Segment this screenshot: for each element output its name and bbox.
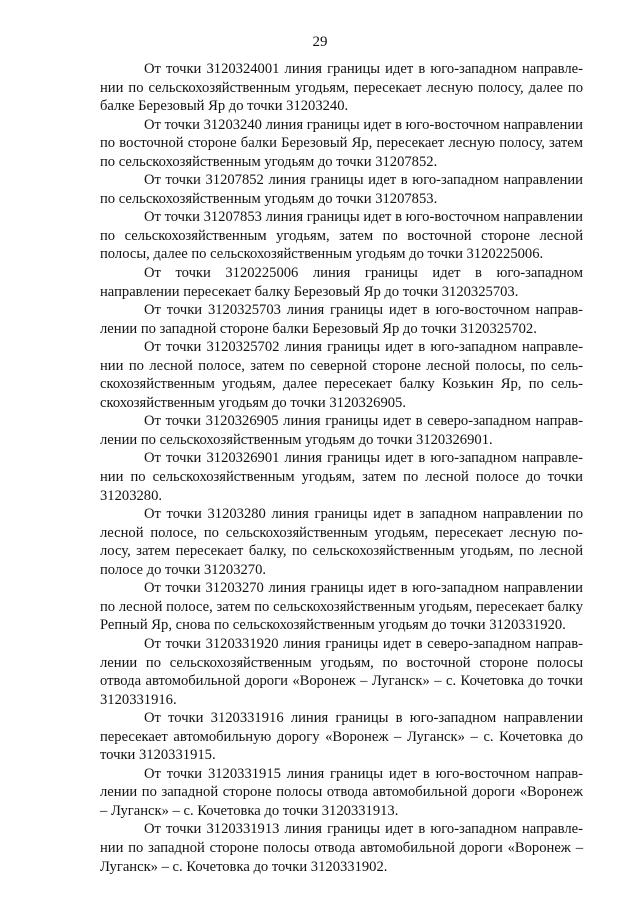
document-body	[100, 60, 583, 876]
page-number: 29	[312, 34, 328, 50]
paragraph: От точки 31207853 линия границы идет в юго-восточном направлении по сельскохозяйственным угодьям, затем по восточной стороне лесной полосы, далее по сельскохозяйственным угодьям до точки 3120225006.	[100, 209, 583, 263]
paragraph: От точки 3120331920 линия границы идет в северо-западном направлении по сельскохозяйственным угодьям, по восточной стороне полосы отвода автомобильной дороги «Воронеж – Луганск» – с. Кочетовка до точки 3120331916.	[100, 635, 583, 708]
paragraph: От точки 31203240 линия границы идет в юго-восточном направлении по восточной стороне балки Березовый Яр, пересекает лесную полосу, затем по сельскохозяйственным угодьям до точки 31207852.	[100, 116, 583, 170]
paragraph: От точки 31207852 линия границы идет в юго-западном направлении по сельскохозяйственным угодьям до точки 31207853.	[100, 172, 583, 207]
paragraph: От точки 3120324001 линия границы идет в юго-западном направлении по сельскохозяйственным угодьям, пересекает лесную полосу, далее по балке Березовый Яр до точки 31203240.	[100, 61, 583, 115]
paragraph: От точки 3120325703 линия границы идет в юго-восточном направлении по западной стороне балки Березовый Яр до точки 3120325702.	[100, 302, 583, 337]
paragraph: От точки 31203280 линия границы идет в западном направлении по лесной полосе, по сельскохозяйственным угодьям, пересекает лесную полосу, затем пересекает балку, по сельскохозяйственным угодьям, по лесной полосе до точки 31203270.	[100, 506, 583, 578]
paragraph: От точки 31203270 линия границы идет в юго-западном направлении по лесной полосе, затем по сельскохозяйственным угодьям, пересекает балку Репный Яр, снова по сельскохозяйственным угодьям до точки 3120331920.	[100, 580, 583, 634]
paragraph: От точки 3120325702 линия границы идет в юго-западном направлении по лесной полосе, затем по северной стороне лесной полосы, по сельскохозяйственным угодьям, далее пересекает балку Козькин Яр, по сельскохозяйственным угодьям до точки 3120326905.	[100, 339, 583, 411]
paragraph: От точки 3120326905 линия границы идет в северо-западном направлении по сельскохозяйственным угодьям до точки 3120326901.	[100, 413, 583, 448]
paragraph: От точки 3120326901 линия границы идет в юго-западном направлении по сельскохозяйственным угодьям, затем по лесной полосе до точки 31203280.	[100, 450, 583, 504]
paragraph: От точки 3120331916 линия границы в юго-западном направлении пересекает автомобильную дорогу «Воронеж – Луганск» – с. Кочетовка до точки 3120331915.	[100, 710, 583, 764]
paragraph: От точки 3120331915 линия границы идет в юго-восточном направлении по западной стороне полосы отвода автомобильной дороги «Воронеж – Луганск» – с. Кочетовка до точки 3120331913.	[100, 765, 583, 819]
paragraph: От точки 3120331913 линия границы идет в юго-западном направлении по западной стороне полосы отвода автомобильной дороги «Воронеж – Луганск» – с. Кочетовка до точки 3120331902.	[100, 821, 583, 875]
paragraph: От точки 3120225006 линия границы идет в юго-западном направлении пересекает балку Березовый Яр до точки 3120325703.	[100, 265, 583, 300]
